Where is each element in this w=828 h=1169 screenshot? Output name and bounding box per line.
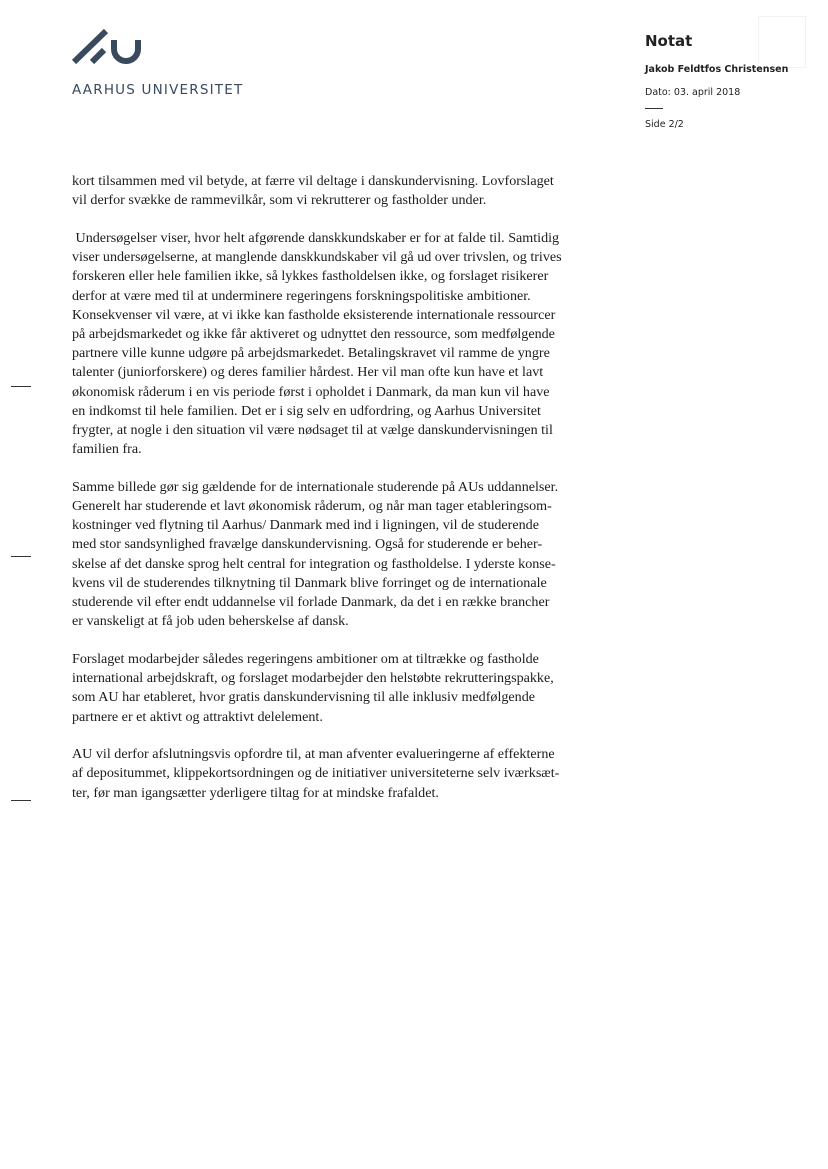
author-name: Jakob Feldtfos Christensen [645,64,789,75]
text-line: af depositummet, klippekortsordningen og de initiativer universiteterne selv iværksæt- [72,765,560,782]
text-line: Konsekvenser vil være, at vi ikke kan fastholde eksisterende internationale ressourcer [72,306,556,323]
text-line: AU vil derfor afslutningsvis opfordre til, at man afventer evalueringerne af effekterne [72,746,555,763]
text-line: med stor sandsynlighed fravælge danskundervisning. Også for studerende er beher- [72,536,543,553]
document-type: Notat [645,32,693,50]
university-logo [72,28,272,108]
fold-mark [11,556,31,557]
text-line: partnere er et aktivt og attraktivt delelement. [72,708,323,725]
paragraph [72,229,612,459]
text-line: kostninger ved flytning til Aarhus/ Danmark med ind i ligningen, vil de studerende [72,517,539,534]
meta-divider [645,108,663,109]
text-line: er vanskeligt at få job uden beherskelse af dansk. [72,613,349,630]
university-name: AARHUS UNIVERSITET [72,82,244,98]
fold-mark [11,800,31,801]
document-meta [645,32,788,130]
fold-mark [11,386,31,387]
text-line: viser undersøgelserne, at manglende danskkundskaber vil gå ud over trivslen, og trives [72,249,562,266]
text-line: derfor at være med til at underminere regeringens forskningspolitiske ambitioner. [72,287,531,304]
text-line: studerende vil efter endt uddannelse vil forlade Danmark, da det i en række brancher [72,594,550,611]
document-date: Dato: 03. april 2018 [645,87,741,98]
text-line: ter, før man igangsætter yderligere tiltag for at mindske frafaldet. [72,784,439,801]
text-line: en indkomst til hele familien. Det er i sig selv en udfordring, og Aarhus Universitet [72,402,541,419]
page-number: Side 2/2 [645,119,684,130]
text-line: kvens vil de studerendes tilknytning til Danmark blive forringet og de internationale [72,574,547,591]
text-line: talenter (juniorforskere) og deres familier hårdest. Her vil man ofte kun have et lavt [72,364,544,381]
text-line: som AU har etableret, hvor gratis danskundervisning til alle inklusiv medfølgende [72,689,536,706]
text-line: vil derfor svække de rammevilkår, som vi rekrutterer og fastholder under. [72,192,487,209]
text-line: Undersøgelser viser, hvor helt afgørende danskkundskaber er for at falde til. Samtidig [72,229,560,246]
text-line: international arbejdskraft, og forslaget modarbejder den helstøbte rekrutteringspakke, [72,670,554,687]
text-line: kort tilsammen med vil betyde, at færre vil deltage i danskundervisning. Lovforslaget [72,173,554,189]
text-line: forskeren eller hele familien ikke, så lykkes fastholdelsen ikke, og forslaget risikerer [72,268,549,285]
paragraph [72,172,612,210]
text-line: skelse af det danske sprog helt central for integration og fastholdelse. I yderste konse- [72,555,556,572]
text-line: Samme billede gør sig gældende for de internationale studerende på AUs uddannelser. [72,478,559,495]
paragraph [72,478,612,632]
paragraph [72,650,612,727]
text-line: Generelt har studerende et lavt økonomisk råderum, og når man tager etableringsom- [72,498,552,515]
text-line: frygter, at nogle i den situation vil være nødsaget til at vælge danskundervisningen til [72,421,553,438]
text-line: Forslaget modarbejder således regeringens ambitioner om at tiltrække og fastholde [72,650,539,667]
text-line: på arbejdsmarkedet og ikke får aktiveret og udnyttet den ressource, som medfølgende [72,325,555,342]
text-line: økonomisk råderum i en vis periode først i opholdet i Danmark, da man kun vil have [72,383,550,400]
paragraph [72,745,612,803]
text-line: partnere ville kunne udgøre på arbejdsmarkedet. Betalingskravet vil ramme de yngre [72,345,550,362]
text-line: familien fra. [72,441,142,458]
aarhus-university-logo-icon [72,28,144,68]
document-body [72,172,612,821]
